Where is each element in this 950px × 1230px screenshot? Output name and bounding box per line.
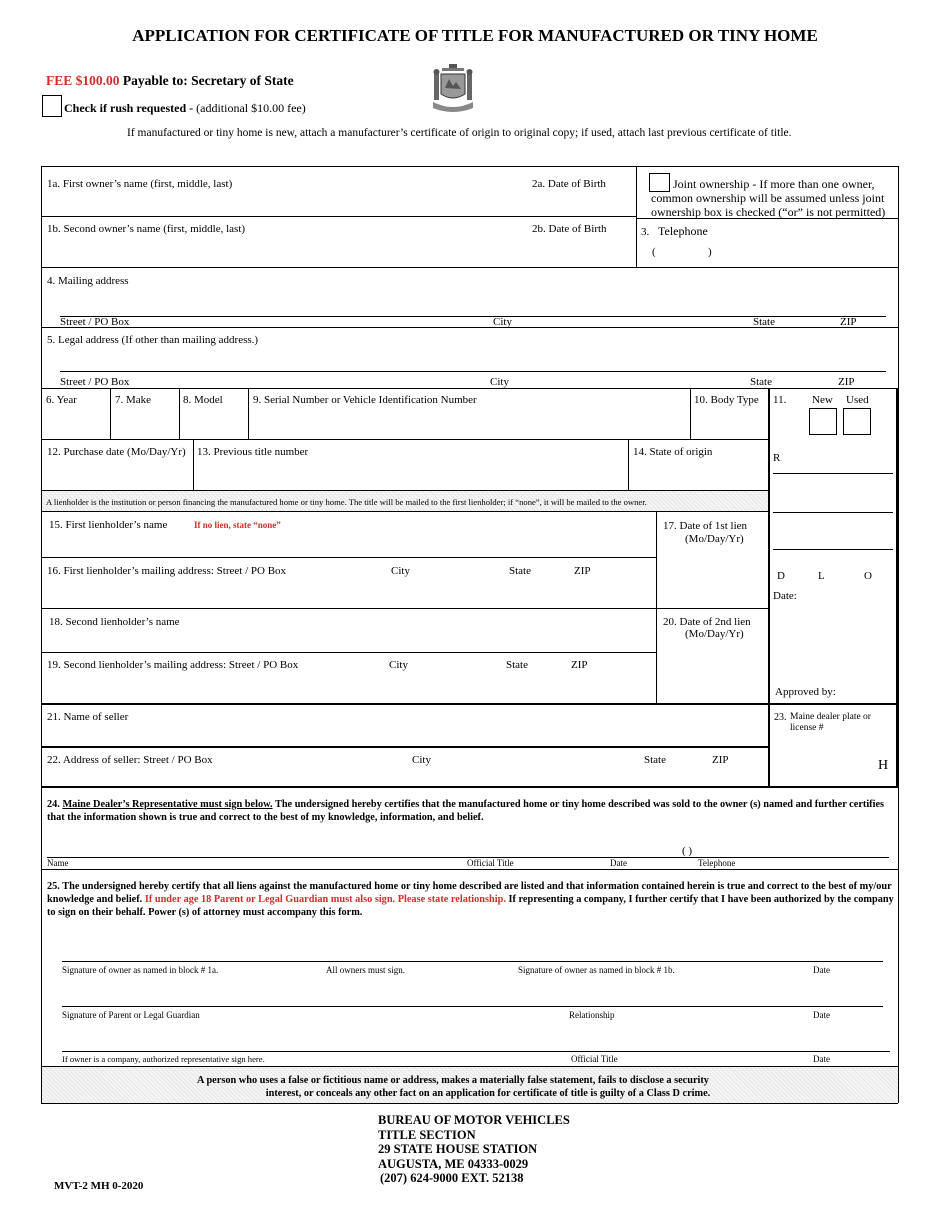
attachment-instruction: If manufactured or tiny home is new, attach a manufacturer’s certificate of origin to original copy; if used, attach last previous certificate of title. xyxy=(127,127,792,139)
seller-address-input[interactable] xyxy=(43,768,766,785)
rush-fee: (additional $10.00 fee) xyxy=(196,101,306,115)
mailing-state-label: State xyxy=(753,316,775,328)
field-7-label: 7. Make xyxy=(115,394,152,406)
field-8-label: 8. Model xyxy=(183,394,223,406)
warning-line-2: interest, or conceals any other fact on an application for certificate of title is guilty of a Class D crime. xyxy=(265,1088,711,1099)
mailing-city-label: City xyxy=(493,316,512,328)
dealer-license-input[interactable] xyxy=(772,738,872,784)
sig-date-label-2: Date xyxy=(813,1010,830,1020)
seller-name-input[interactable] xyxy=(43,726,766,745)
address-line-1: BUREAU OF MOTOR VEHICLES xyxy=(378,1113,570,1127)
second-lienholder-name-input[interactable] xyxy=(43,630,654,650)
dealer-name-label: Name xyxy=(47,858,69,868)
field-1a-label: 1a. First owner’s name (first, middle, last) xyxy=(47,178,233,190)
legal-state-label: State xyxy=(750,376,772,388)
all-owners-label: All owners must sign. xyxy=(326,965,406,975)
dealer-tel-paren: ( ) xyxy=(682,845,693,857)
body-type-input[interactable] xyxy=(692,410,766,437)
seller-zip-label: ZIP xyxy=(712,754,729,766)
purchase-date-input[interactable] xyxy=(43,462,191,488)
vin-input[interactable] xyxy=(250,410,688,437)
office-r-label: R xyxy=(773,452,781,464)
company-official-title-label: Official Title xyxy=(571,1054,618,1064)
seller-state-label: State xyxy=(644,754,666,766)
first-lien-date-input[interactable] xyxy=(658,550,766,606)
sig-1b-label: Signature of owner as named in block # 1b. xyxy=(518,965,675,975)
dealer-official-title-label: Official Title xyxy=(467,858,514,868)
field-4-label: 4. Mailing address xyxy=(47,275,129,287)
lien1-state-label: State xyxy=(509,565,531,577)
office-o-label: O xyxy=(864,570,872,582)
address-line-2: TITLE SECTION xyxy=(378,1127,476,1142)
model-input[interactable] xyxy=(181,410,246,437)
lien2-city-label: City xyxy=(389,659,408,671)
mailing-zip-label: ZIP xyxy=(840,316,857,328)
sig-1a-label: Signature of owner as named in block # 1a. xyxy=(62,965,219,975)
dealer-telephone-label: Telephone xyxy=(698,858,736,868)
legal-zip-label: ZIP xyxy=(838,376,855,388)
office-date-label: Date: xyxy=(773,590,797,602)
telephone-paren-open: ( xyxy=(652,246,656,258)
field-16-label: 16. First lienholder’s mailing address: Street / PO Box xyxy=(47,565,287,577)
address-line-5: (207) 624-9000 EXT. 52138 xyxy=(380,1171,524,1185)
field-10-label: 10. Body Type xyxy=(694,394,759,406)
company-label: If owner is a company, authorized representative sign here. xyxy=(62,1054,265,1064)
seller-city-label: City xyxy=(412,754,431,766)
field-18-label: 18. Second lienholder’s name xyxy=(49,616,180,628)
second-lien-date-input[interactable] xyxy=(658,645,766,701)
no-lien-note: If no lien, state “none” xyxy=(194,520,281,530)
address-line-4: AUGUSTA, ME 04333-0029 xyxy=(378,1156,529,1171)
make-input[interactable] xyxy=(112,410,177,437)
used-checkbox[interactable] xyxy=(843,408,871,435)
used-label: Used xyxy=(846,394,869,406)
mailing-address-input[interactable] xyxy=(60,292,886,314)
dealer-must-sign: Maine Dealer’s Representative must sign below. xyxy=(62,799,273,810)
mailing-street-label: Street / PO Box xyxy=(60,316,130,328)
legal-address-input[interactable] xyxy=(60,348,886,370)
address-line-3: 29 STATE HOUSE STATION xyxy=(378,1142,538,1156)
field-15-label: 15. First lienholder’s name xyxy=(49,519,168,531)
field-2a-label: 2a. Date of Birth xyxy=(532,178,606,190)
sig-date-label-3: Date xyxy=(813,1054,830,1064)
bureau-address xyxy=(378,1113,570,1186)
rush-label: Check if rush requested - xyxy=(64,101,194,115)
sig-parent-label: Signature of Parent or Legal Guardian xyxy=(62,1010,200,1020)
field-13-label: 13. Previous title number xyxy=(197,446,309,458)
relationship-label: Relationship xyxy=(569,1010,615,1020)
owner-cert-number: 25. xyxy=(47,881,60,892)
field-3-label: Telephone xyxy=(658,224,708,238)
field-5-label: 5. Legal address (If other than mailing address.) xyxy=(47,334,259,346)
field-22-label: 22. Address of seller: Street / PO Box xyxy=(47,754,213,766)
office-h-label: H xyxy=(878,758,889,773)
field-17-label-a: 17. Date of 1st lien xyxy=(663,520,748,532)
form-id: MVT-2 MH 0-2020 xyxy=(54,1180,144,1192)
owner-1a-signature-input[interactable] xyxy=(62,938,883,960)
lien2-state-label: State xyxy=(506,659,528,671)
field-23-label-a: 23. xyxy=(774,712,787,723)
dealer-cert-number: 24. xyxy=(47,799,60,810)
owner-certification xyxy=(47,880,895,919)
field-20-label-b: (Mo/Day/Yr) xyxy=(685,628,744,640)
fee-amount: FEE $100.00 xyxy=(46,73,120,88)
sig-date-label-1: Date xyxy=(813,965,830,975)
second-lienholder-address-input[interactable] xyxy=(43,674,654,701)
field-17-label-b: (Mo/Day/Yr) xyxy=(685,533,744,545)
owner-cert-guardian-note: If under age 18 Parent or Legal Guardian must also sign. Please state relationship. xyxy=(144,894,506,905)
lien2-zip-label: ZIP xyxy=(571,659,588,671)
new-checkbox[interactable] xyxy=(809,408,837,435)
guardian-signature-input[interactable] xyxy=(62,983,883,1005)
payable-to: Payable to: Secretary of State xyxy=(122,73,294,88)
warning-line-1: A person who uses a false or fictitious name or address, makes a materially false statement, fails to disclose a security xyxy=(197,1075,709,1086)
second-owner-name-input[interactable] xyxy=(42,238,522,265)
state-seal-icon xyxy=(430,62,476,114)
owner-cert-text1: The undersigned hereby certify that all liens against the manufactured home or tiny home described are listed and that information contained herein is true and correct to the best of my/our knowledge and belief. xyxy=(47,881,892,905)
telephone-paren-close: ) xyxy=(708,246,712,258)
field-21-label: 21. Name of seller xyxy=(47,711,129,723)
field-3-number: 3. xyxy=(641,226,650,238)
lien1-zip-label: ZIP xyxy=(574,565,591,577)
rush-line xyxy=(64,101,306,116)
field-9-label: 9. Serial Number or Vehicle Identification Number xyxy=(253,394,477,406)
dealer-cert-text: The undersigned hereby certifies that the manufactured home or tiny home described was sold to the owner (s) named and further certifies that the information shown is true and correct to the best of my knowledge, information, and belief. xyxy=(47,799,885,823)
field-23-label-b: Maine dealer plate or license # xyxy=(790,712,871,733)
lien1-city-label: City xyxy=(391,565,410,577)
office-l-label: L xyxy=(818,570,825,582)
second-owner-dob-input[interactable] xyxy=(530,238,634,265)
previous-title-input[interactable] xyxy=(195,462,626,488)
first-lienholder-name-input[interactable] xyxy=(43,534,654,556)
office-approved-label: Approved by: xyxy=(775,686,836,698)
first-lienholder-address-input[interactable] xyxy=(43,580,654,606)
field-6-label: 6. Year xyxy=(46,394,77,406)
legal-street-label: Street / PO Box xyxy=(60,376,130,388)
rush-checkbox[interactable] xyxy=(42,95,62,117)
dealer-signature-input[interactable] xyxy=(47,834,889,856)
fee-line xyxy=(46,73,294,89)
telephone-input[interactable] xyxy=(660,244,890,264)
field-1b-label: 1b. Second owner’s name (first, middle, last) xyxy=(47,223,246,235)
page-title: APPLICATION FOR CERTIFICATE OF TITLE FOR MANUFACTURED OR TINY HOME xyxy=(132,26,818,45)
field-14-label: 14. State of origin xyxy=(633,446,713,458)
first-owner-dob-input[interactable] xyxy=(530,192,634,214)
joint-ownership-text: Joint ownership - If more than one owner, common ownership will be assumed unless joint ownership box is checked (“or” is not permitted) xyxy=(651,177,886,219)
lienholder-note: A lienholder is the institution or person financing the manufactured home or tiny home. The title will be mailed to the first lienholder; if “none”, it will be mailed to the owner. xyxy=(46,497,647,507)
dealer-certification xyxy=(47,798,892,824)
field-2b-label: 2b. Date of Birth xyxy=(532,223,607,235)
owner-cert-text2: If representing a company, I further certify that I have been authorized by the company to sign on their behalf. Power (s) of attorney must accompany this form. xyxy=(47,894,894,918)
field-20-label-a: 20. Date of 2nd lien xyxy=(663,616,751,628)
company-signature-input[interactable] xyxy=(62,1028,890,1050)
new-label: New xyxy=(812,394,833,406)
field-12-label: 12. Purchase date (Mo/Day/Yr) xyxy=(47,446,186,458)
state-of-origin-input[interactable] xyxy=(630,462,766,488)
field-19-label: 19. Second lienholder’s mailing address: Street / PO Box xyxy=(47,659,299,671)
legal-city-label: City xyxy=(490,376,509,388)
field-11-label: 11. xyxy=(773,394,787,406)
year-input[interactable] xyxy=(43,410,108,437)
first-owner-name-input[interactable] xyxy=(42,192,522,214)
office-d-label: D xyxy=(777,570,785,582)
dealer-date-label: Date xyxy=(610,858,627,868)
